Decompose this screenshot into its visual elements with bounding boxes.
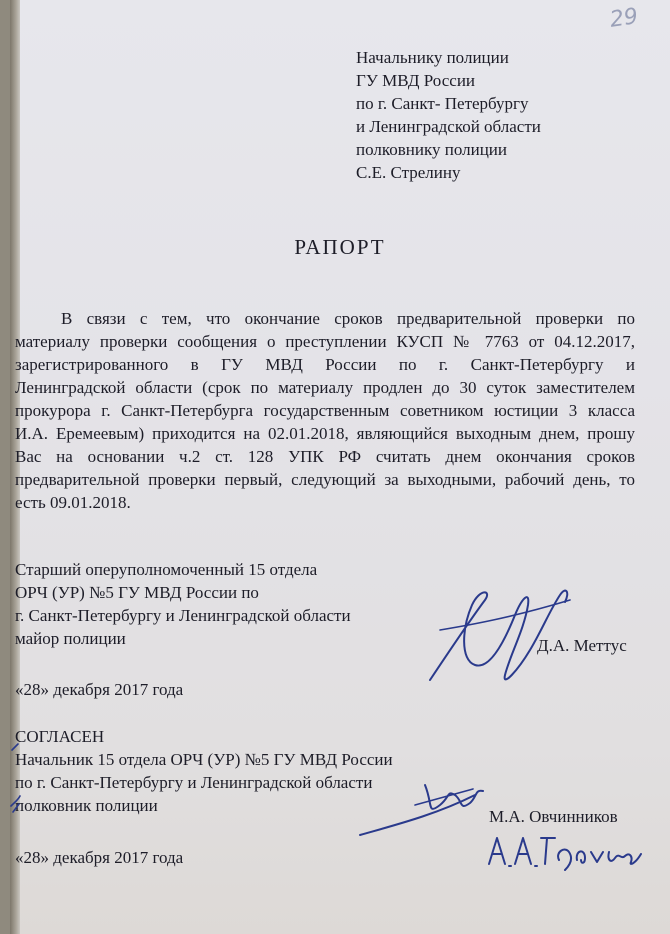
page-number: 29 bbox=[608, 4, 640, 33]
body-line: материалу проверки сообщения о преступлении КУСП № 7763 от 04.12.2017, bbox=[15, 332, 635, 351]
body-line: прокурора г. Санкт-Петербурга государственным советником юстиции 3 класса bbox=[15, 401, 635, 420]
addressee-line: и Ленинградской области bbox=[356, 117, 541, 136]
signer-name: Д.А. Меттус bbox=[537, 636, 627, 655]
body-line: Ленинградской области (срок по материалу продлен до 30 суток заместителем bbox=[15, 378, 635, 397]
addressee-line: ГУ МВД России bbox=[356, 71, 476, 90]
addressee-line: полковнику полиции bbox=[356, 140, 507, 159]
addressee-line: по г. Санкт- Петербургу bbox=[356, 94, 529, 113]
signer-position-line: г. Санкт-Петербургу и Ленинградской области bbox=[15, 606, 351, 625]
signer-position-line: Старший оперуполномоченный 15 отдела bbox=[15, 560, 318, 579]
handwritten-name bbox=[485, 830, 645, 874]
addressee-line: С.Е. Стрелину bbox=[356, 163, 461, 182]
approver-name: М.А. Овчинников bbox=[489, 807, 618, 826]
body-line: есть 09.01.2018. bbox=[15, 493, 131, 512]
body-line: зарегистрированного в ГУ МВД России по г. Санкт-Петербургу и bbox=[15, 355, 635, 374]
signer-position bbox=[15, 558, 435, 650]
signer-position-line: ОРЧ (УР) №5 ГУ МВД России по bbox=[15, 583, 259, 602]
document-page bbox=[10, 0, 670, 934]
report-body bbox=[15, 307, 635, 514]
approval-date: «28» декабря 2017 года bbox=[15, 848, 184, 867]
addressee-block bbox=[356, 46, 656, 184]
approver-signature bbox=[355, 775, 505, 845]
approval-heading: СОГЛАСЕН bbox=[15, 727, 105, 746]
body-line: предварительной проверки первый, следующий за выходными, рабочий день, то bbox=[15, 470, 635, 489]
body-line: В связи с тем, что окончание сроков предварительной проверки по bbox=[61, 309, 635, 328]
signer-position-line: майор полиции bbox=[15, 629, 126, 648]
body-line: И.А. Еремеевым) приходится на 02.01.2018, являющийся выходным днем, прошу bbox=[15, 424, 635, 443]
approval-position-line: по г. Санкт-Петербургу и Ленинградской области bbox=[15, 773, 373, 792]
margin-pen-marks bbox=[10, 740, 24, 840]
approval-position-line: Начальник 15 отдела ОРЧ (УР) №5 ГУ МВД России bbox=[15, 750, 393, 769]
approval-position-line: полковник полиции bbox=[15, 796, 158, 815]
signer-date: «28» декабря 2017 года bbox=[15, 680, 184, 699]
addressee-line: Начальнику полиции bbox=[356, 48, 509, 67]
body-line: Вас на основании ч.2 ст. 128 УПК РФ считать днем окончания сроков bbox=[15, 447, 635, 466]
document-title: РАПОРТ bbox=[294, 235, 386, 259]
